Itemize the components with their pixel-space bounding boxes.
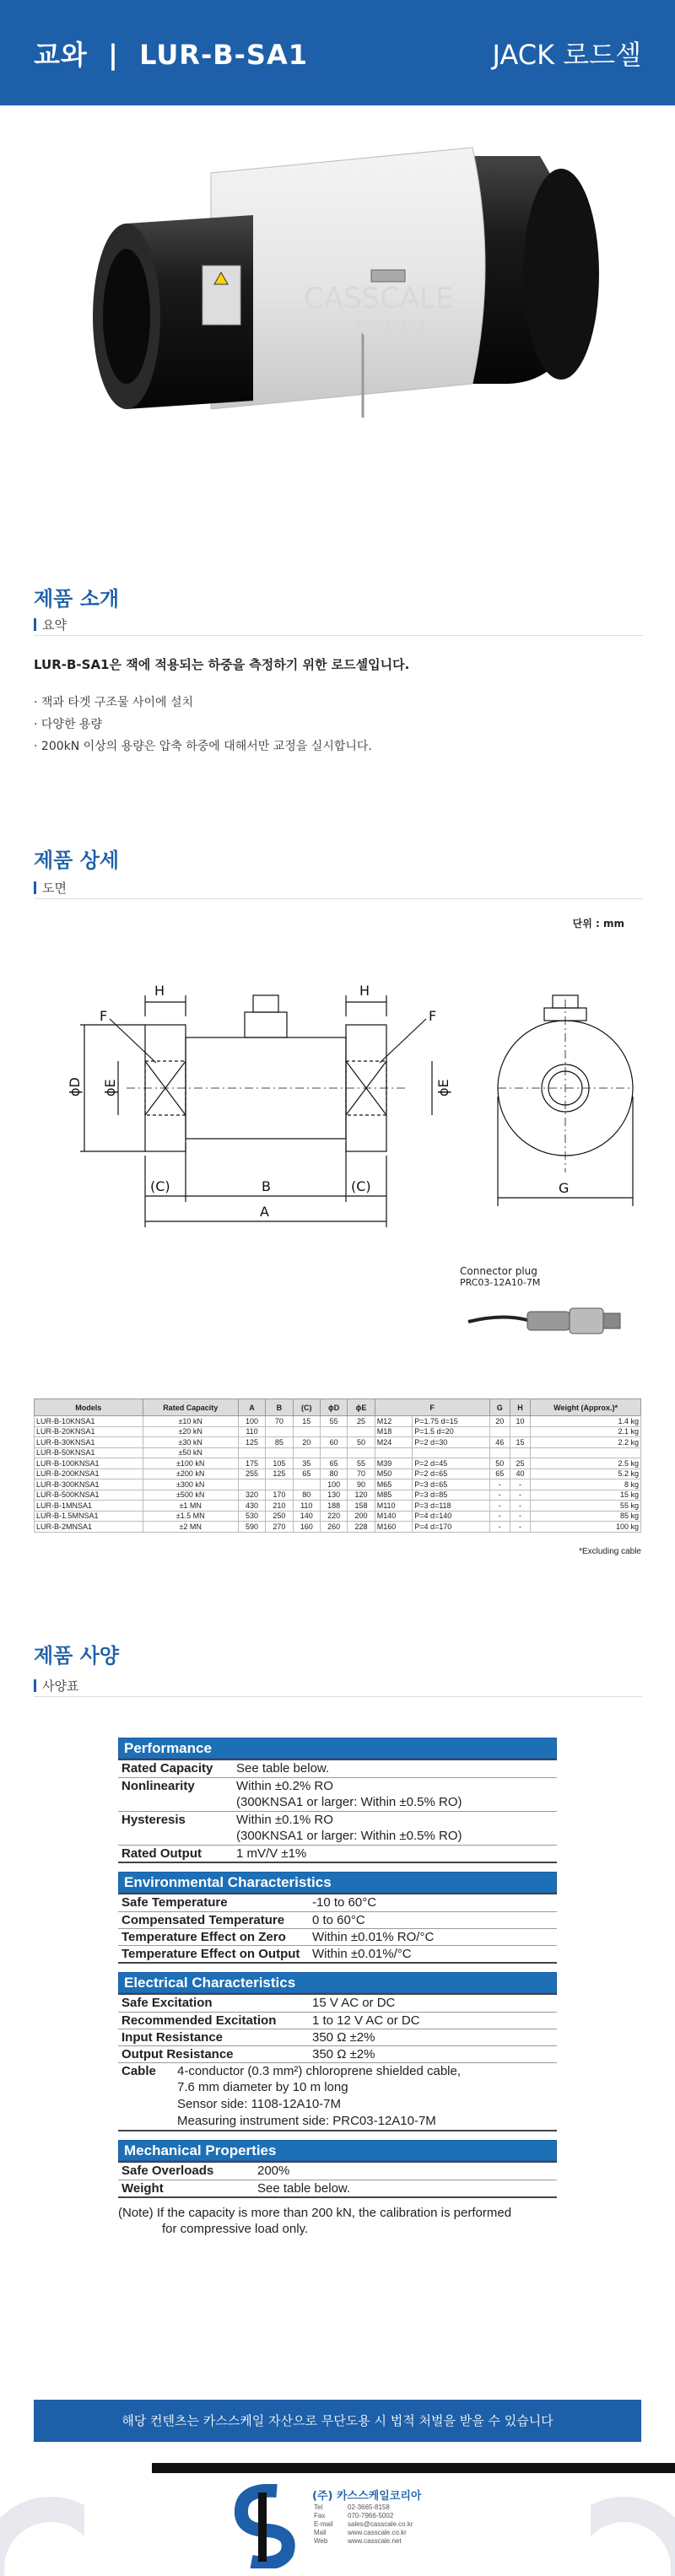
spec-row: [118, 1828, 557, 1845]
table-cell: M50: [375, 1469, 412, 1479]
table-cell: [266, 1447, 293, 1458]
spec-row: [118, 2163, 557, 2180]
col-header: F: [375, 1399, 489, 1416]
intro-bullets: [34, 692, 372, 757]
spec-value: 0 to 60°C: [312, 1913, 365, 1927]
spec-note: (Note) If the capacity is more than 200 kN, the calibration is performed: [118, 2206, 512, 2220]
table-cell: [293, 1426, 320, 1437]
spec-key: Weight: [122, 2181, 164, 2196]
table-cell: P=1.5 d=20: [413, 1426, 489, 1437]
table-cell: LUR-B-200KNSA1: [35, 1469, 143, 1479]
spec-value: Within ±0.01%/°C: [312, 1947, 412, 1961]
table-cell: P=4 d=140: [413, 1511, 489, 1522]
col-header: B: [266, 1399, 293, 1416]
table-cell: 2.1 kg: [531, 1426, 641, 1437]
dim-label-c-right: (C): [351, 1178, 371, 1194]
dim-label-e-right: ϕE: [435, 1079, 451, 1097]
table-cell: 260: [320, 1522, 347, 1533]
table-cell: -: [489, 1479, 510, 1490]
copyright-banner: 해당 컨텐츠는 카스스케일 자산으로 무단도용 시 법적 처벌을 받을 수 있습니다: [34, 2400, 641, 2442]
decorative-arc-right: [591, 2476, 675, 2576]
col-header: Rated Capacity: [143, 1399, 238, 1416]
table-cell: 65: [489, 1469, 510, 1479]
table-cell: [510, 1426, 530, 1437]
table-cell: -: [510, 1501, 530, 1512]
col-header: G: [489, 1399, 510, 1416]
dim-label-h-right: H: [359, 983, 370, 999]
table-cell: ±30 kN: [143, 1437, 238, 1448]
table-cell: LUR-B-300KNSA1: [35, 1479, 143, 1490]
table-cell: -: [510, 1490, 530, 1501]
spec-row: [118, 1945, 557, 1962]
connector-label: Connector plug: [460, 1265, 537, 1277]
table-cell: ±500 kN: [143, 1490, 238, 1501]
spec-row: [118, 2079, 557, 2096]
spec-row: [118, 1811, 557, 1828]
intro-section-title: 제품 소개: [34, 587, 120, 611]
table-cell: 175: [238, 1458, 265, 1469]
table-cell: [413, 1447, 489, 1458]
col-header: Models: [35, 1399, 143, 1416]
spec-row: [118, 2062, 557, 2079]
table-footnote: *Excluding cable: [579, 1547, 641, 1556]
table-cell: 15 kg: [531, 1490, 641, 1501]
spec-key: [118, 2096, 177, 2113]
table-cell: P=4 d=170: [413, 1522, 489, 1533]
footer-divider: [152, 2463, 675, 2473]
table-cell: ±2 MN: [143, 1522, 238, 1533]
intro-summary: LUR-B-SA1은 잭에 적용되는 하중을 측정하기 위한 로드셀입니다.: [34, 657, 410, 672]
spec-group-header: Performance: [118, 1738, 557, 1759]
table-cell: 125: [238, 1437, 265, 1448]
footer: [0, 2459, 675, 2576]
table-cell: ±200 kN: [143, 1469, 238, 1479]
spec-key: Safe Overloads: [122, 2164, 214, 2178]
dim-label-f-left: F: [100, 1008, 108, 1024]
connector-code: PRC03-12A10-7M: [460, 1277, 541, 1288]
dim-label-c-left: (C): [150, 1178, 170, 1194]
spec-group-rows: [118, 2161, 557, 2198]
table-cell: 110: [238, 1426, 265, 1437]
table-cell: LUR-B-1.5MNSA1: [35, 1511, 143, 1522]
spec-value: 15 V AC or DC: [312, 1996, 396, 2010]
hero-watermark-sub: KOREA: [354, 318, 429, 343]
table-cell: 250: [266, 1511, 293, 1522]
table-row: [35, 1479, 641, 1490]
table-cell: M160: [375, 1522, 412, 1533]
spec-key: [118, 2079, 177, 2096]
hero-watermark: CASSCALE: [304, 282, 454, 315]
table-cell: 40: [510, 1469, 530, 1479]
table-cell: 105: [266, 1458, 293, 1469]
table-cell: 50: [489, 1458, 510, 1469]
spec-group-header: Electrical Characteristics: [118, 1972, 557, 1993]
table-cell: P=2 d=30: [413, 1437, 489, 1448]
models-table-body: [35, 1416, 641, 1533]
col-header: Weight (Approx.)*: [531, 1399, 641, 1416]
table-cell: [320, 1426, 347, 1437]
contact-line: [314, 2503, 413, 2512]
spec-value: See table below.: [257, 2181, 351, 2196]
spec-value: Measuring instrument side: PRC03-12A10-7M: [177, 2114, 436, 2128]
spec-value: 200%: [257, 2164, 290, 2178]
dim-label-e-left: ϕE: [102, 1079, 118, 1097]
table-cell: 170: [266, 1490, 293, 1501]
spec-row: [118, 1928, 557, 1945]
detail-sub-label: 도면: [34, 879, 643, 899]
table-cell: [510, 1447, 530, 1458]
table-row: [35, 1501, 641, 1512]
spec-row: [118, 2180, 557, 2196]
spec-value: Sensor side: 1108-12A10-7M: [177, 2097, 342, 2111]
table-cell: ±1.5 MN: [143, 1511, 238, 1522]
table-row: [35, 1426, 641, 1437]
contact-label: E-mail: [314, 2520, 333, 2528]
spec-key: Output Resistance: [122, 2047, 234, 2061]
dim-label-f-right: F: [429, 1008, 437, 1024]
table-cell: M18: [375, 1426, 412, 1437]
table-cell: 1.4 kg: [531, 1416, 641, 1427]
table-cell: 270: [266, 1522, 293, 1533]
spec-row: [118, 2012, 557, 2029]
contact-value: www.casscale.net: [348, 2537, 402, 2545]
table-cell: 35: [293, 1458, 320, 1469]
spec-row: [118, 1760, 557, 1777]
col-header: (C): [293, 1399, 320, 1416]
table-cell: LUR-B-20KNSA1: [35, 1426, 143, 1437]
table-cell: P=2 d=65: [413, 1469, 489, 1479]
table-cell: [266, 1479, 293, 1490]
product-photo: [0, 105, 675, 502]
table-cell: 320: [238, 1490, 265, 1501]
table-cell: LUR-B-500KNSA1: [35, 1490, 143, 1501]
contact-label: Fax: [314, 2512, 326, 2519]
table-cell: 65: [320, 1458, 347, 1469]
table-cell: 2.5 kg: [531, 1458, 641, 1469]
table-cell: M12: [375, 1416, 412, 1427]
contact-value: 02-3665-8158: [348, 2503, 390, 2511]
spec-row: [118, 1894, 557, 1911]
spec-value: See table below.: [236, 1761, 330, 1776]
col-header: ϕE: [348, 1399, 375, 1416]
contact-line: [314, 2537, 413, 2546]
table-cell: 55 kg: [531, 1501, 641, 1512]
table-cell: -: [489, 1490, 510, 1501]
table-cell: P=1.75 d=15: [413, 1416, 489, 1427]
table-cell: 200: [348, 1511, 375, 1522]
table-cell: [238, 1479, 265, 1490]
table-cell: P=3 d=118: [413, 1501, 489, 1512]
spec-section-title: 제품 사양: [34, 1644, 120, 1668]
table-cell: 25: [348, 1416, 375, 1427]
table-cell: ±10 kN: [143, 1416, 238, 1427]
spec-key: [118, 2113, 177, 2130]
table-cell: 158: [348, 1501, 375, 1512]
spec-key: Input Resistance: [122, 2030, 224, 2045]
table-cell: 100: [238, 1416, 265, 1427]
dim-label-b: B: [262, 1178, 271, 1194]
spec-value: 4-conductor (0.3 mm²) chloroprene shielded cable,: [177, 2064, 461, 2078]
table-cell: 130: [320, 1490, 347, 1501]
list-item: · 200kN 이상의 용량은 압축 하중에 대해서만 교정을 실시합니다.: [34, 736, 372, 757]
table-cell: P=3 d=65: [413, 1479, 489, 1490]
table-cell: 10: [510, 1416, 530, 1427]
spec-value: 7.6 mm diameter by 10 m long: [177, 2080, 348, 2094]
table-cell: 255: [238, 1469, 265, 1479]
company-name: (주) 카스스케일코리아: [312, 2490, 422, 2503]
spec-value: 350 Ω ±2%: [312, 2047, 375, 2061]
table-cell: 220: [320, 1511, 347, 1522]
spec-value: 350 Ω ±2%: [312, 2030, 375, 2045]
table-cell: ±300 kN: [143, 1479, 238, 1490]
table-cell: 70: [348, 1469, 375, 1479]
contact-line: [314, 2520, 413, 2529]
table-cell: M140: [375, 1511, 412, 1522]
spec-value: (300KNSA1 or larger: Within ±0.5% RO): [236, 1829, 462, 1843]
table-cell: M110: [375, 1501, 412, 1512]
dim-label-d: ϕD: [67, 1077, 83, 1097]
spec-key: Temperature Effect on Zero: [122, 1930, 286, 1944]
table-cell: M24: [375, 1437, 412, 1448]
table-cell: 228: [348, 1522, 375, 1533]
spec-row: [118, 2096, 557, 2113]
contact-line: [314, 2529, 413, 2537]
spec-row: [118, 1911, 557, 1928]
table-cell: 85 kg: [531, 1511, 641, 1522]
decorative-arc-left: [0, 2476, 84, 2576]
table-row: [35, 1522, 641, 1533]
table-cell: 70: [266, 1416, 293, 1427]
contact-value: 070-7966-5002: [348, 2512, 394, 2519]
table-cell: -: [489, 1522, 510, 1533]
spec-row: [118, 1845, 557, 1862]
table-header-row: [35, 1399, 641, 1416]
spec-key: Safe Temperature: [122, 1895, 228, 1910]
spec-key: Temperature Effect on Output: [122, 1947, 300, 1961]
spec-key: Cable: [122, 2064, 156, 2078]
table-cell: 15: [510, 1437, 530, 1448]
list-item: · 다양한 용량: [34, 714, 372, 736]
table-cell: 140: [293, 1511, 320, 1522]
spec-group-header: Mechanical Properties: [118, 2140, 557, 2161]
connector-plug-callout: [460, 1265, 645, 1356]
table-cell: [266, 1426, 293, 1437]
spec-key: Recommended Excitation: [122, 2013, 277, 2028]
table-cell: P=2 d=45: [413, 1458, 489, 1469]
unit-label: 단위 : mm: [572, 918, 624, 930]
spec-key: Hysteresis: [122, 1813, 186, 1827]
col-header: ϕD: [320, 1399, 347, 1416]
table-cell: [293, 1447, 320, 1458]
table-cell: [375, 1447, 412, 1458]
table-cell: M39: [375, 1458, 412, 1469]
connector-plug-image: [460, 1288, 645, 1347]
table-cell: ±100 kN: [143, 1458, 238, 1469]
company-contacts: [314, 2503, 413, 2546]
spec-row: [118, 2029, 557, 2045]
col-header: A: [238, 1399, 265, 1416]
table-cell: 85: [266, 1437, 293, 1448]
table-cell: 20: [293, 1437, 320, 1448]
spec-group-rows: [118, 1759, 557, 1863]
table-cell: 8 kg: [531, 1479, 641, 1490]
table-cell: LUR-B-2MNSA1: [35, 1522, 143, 1533]
header-category: JACK 로드셀: [492, 39, 641, 71]
spec-group-rows: [118, 1893, 557, 1964]
spec-key: Rated Output: [122, 1846, 202, 1861]
table-cell: 15: [293, 1416, 320, 1427]
contact-value: sales@casscale.co.kr: [348, 2520, 413, 2528]
spec-value: -10 to 60°C: [312, 1895, 377, 1910]
table-cell: [320, 1447, 347, 1458]
table-cell: ±50 kN: [143, 1447, 238, 1458]
spec-value: Within ±0.2% RO: [236, 1779, 333, 1793]
table-cell: 25: [510, 1458, 530, 1469]
table-cell: -: [510, 1522, 530, 1533]
table-row: [35, 1437, 641, 1448]
table-cell: 125: [266, 1469, 293, 1479]
table-cell: -: [489, 1511, 510, 1522]
intro-sub-label: 요약: [34, 616, 643, 636]
table-cell: -: [510, 1479, 530, 1490]
table-cell: 430: [238, 1501, 265, 1512]
dim-label-g: G: [559, 1180, 570, 1196]
spec-note-cont: for compressive load only.: [162, 2222, 309, 2236]
spec-key: Compensated Temperature: [122, 1913, 285, 1927]
table-cell: [348, 1426, 375, 1437]
table-cell: LUR-B-50KNSA1: [35, 1447, 143, 1458]
spec-group-header: Environmental Characteristics: [118, 1872, 557, 1893]
table-cell: 55: [348, 1458, 375, 1469]
spec-key: Safe Excitation: [122, 1996, 213, 2010]
spec-sub-label: 사양표: [34, 1677, 643, 1697]
table-cell: 90: [348, 1479, 375, 1490]
spec-table: [118, 1738, 557, 2236]
spec-row: [118, 1794, 557, 1811]
table-cell: 80: [293, 1490, 320, 1501]
table-cell: -: [510, 1511, 530, 1522]
detail-section-title: 제품 상세: [34, 849, 120, 872]
dim-label-h-left: H: [154, 983, 165, 999]
table-cell: 100: [320, 1479, 347, 1490]
table-cell: ±20 kN: [143, 1426, 238, 1437]
table-row: [35, 1458, 641, 1469]
table-cell: -: [489, 1501, 510, 1512]
table-row: [35, 1490, 641, 1501]
spec-row: [118, 1777, 557, 1794]
table-row: [35, 1511, 641, 1522]
table-cell: 55: [320, 1416, 347, 1427]
table-cell: 5.2 kg: [531, 1469, 641, 1479]
page-header: [0, 0, 675, 105]
table-cell: ±1 MN: [143, 1501, 238, 1512]
company-logo: [226, 2484, 302, 2568]
spec-value: Within ±0.01% RO/°C: [312, 1930, 435, 1944]
table-cell: 60: [320, 1437, 347, 1448]
dim-label-a: A: [260, 1204, 269, 1220]
table-row: [35, 1416, 641, 1427]
spec-value: 1 mV/V ±1%: [236, 1846, 307, 1861]
table-cell: M65: [375, 1479, 412, 1490]
table-cell: 160: [293, 1522, 320, 1533]
spec-group-rows: [118, 1993, 557, 2131]
contact-label: Web: [314, 2537, 328, 2545]
table-cell: 20: [489, 1416, 510, 1427]
spec-value: 1 to 12 V AC or DC: [312, 2013, 420, 2028]
table-cell: 46: [489, 1437, 510, 1448]
table-cell: 50: [348, 1437, 375, 1448]
header-title: 교와 | LUR-B-SA1: [34, 39, 308, 71]
table-cell: 188: [320, 1501, 347, 1512]
table-cell: 590: [238, 1522, 265, 1533]
table-cell: P=3 d=85: [413, 1490, 489, 1501]
spec-value: Within ±0.1% RO: [236, 1813, 333, 1827]
table-cell: 80: [320, 1469, 347, 1479]
table-row: [35, 1447, 641, 1458]
table-cell: 120: [348, 1490, 375, 1501]
contact-label: Mall: [314, 2529, 327, 2536]
models-table: [34, 1398, 641, 1533]
table-cell: LUR-B-30KNSA1: [35, 1437, 143, 1448]
table-cell: 65: [293, 1469, 320, 1479]
spec-key: Nonlinearity: [122, 1779, 195, 1793]
contact-label: Tel: [314, 2503, 323, 2511]
col-header: H: [510, 1399, 530, 1416]
table-cell: 210: [266, 1501, 293, 1512]
table-cell: 530: [238, 1511, 265, 1522]
table-cell: [489, 1426, 510, 1437]
spec-row: [118, 2045, 557, 2062]
table-cell: 110: [293, 1501, 320, 1512]
table-cell: [489, 1447, 510, 1458]
spec-value: (300KNSA1 or larger: Within ±0.5% RO): [236, 1795, 462, 1809]
spec-row: [118, 1995, 557, 2012]
table-cell: [293, 1479, 320, 1490]
table-cell: 2.2 kg: [531, 1437, 641, 1448]
table-cell: LUR-B-1MNSA1: [35, 1501, 143, 1512]
table-cell: 100 kg: [531, 1522, 641, 1533]
spec-key: Rated Capacity: [122, 1761, 213, 1776]
table-cell: [531, 1447, 641, 1458]
list-item: · 잭과 타겟 구조물 사이에 설치: [34, 692, 372, 714]
contact-line: [314, 2512, 413, 2520]
table-cell: [348, 1447, 375, 1458]
table-row: [35, 1469, 641, 1479]
table-cell: LUR-B-10KNSA1: [35, 1416, 143, 1427]
table-cell: LUR-B-100KNSA1: [35, 1458, 143, 1469]
contact-value: www.casscale.co.kr: [348, 2529, 407, 2536]
spec-row: [118, 2113, 557, 2130]
table-cell: [238, 1447, 265, 1458]
spec-key: [118, 1828, 236, 1845]
table-cell: M85: [375, 1490, 412, 1501]
spec-key: [118, 1794, 236, 1811]
